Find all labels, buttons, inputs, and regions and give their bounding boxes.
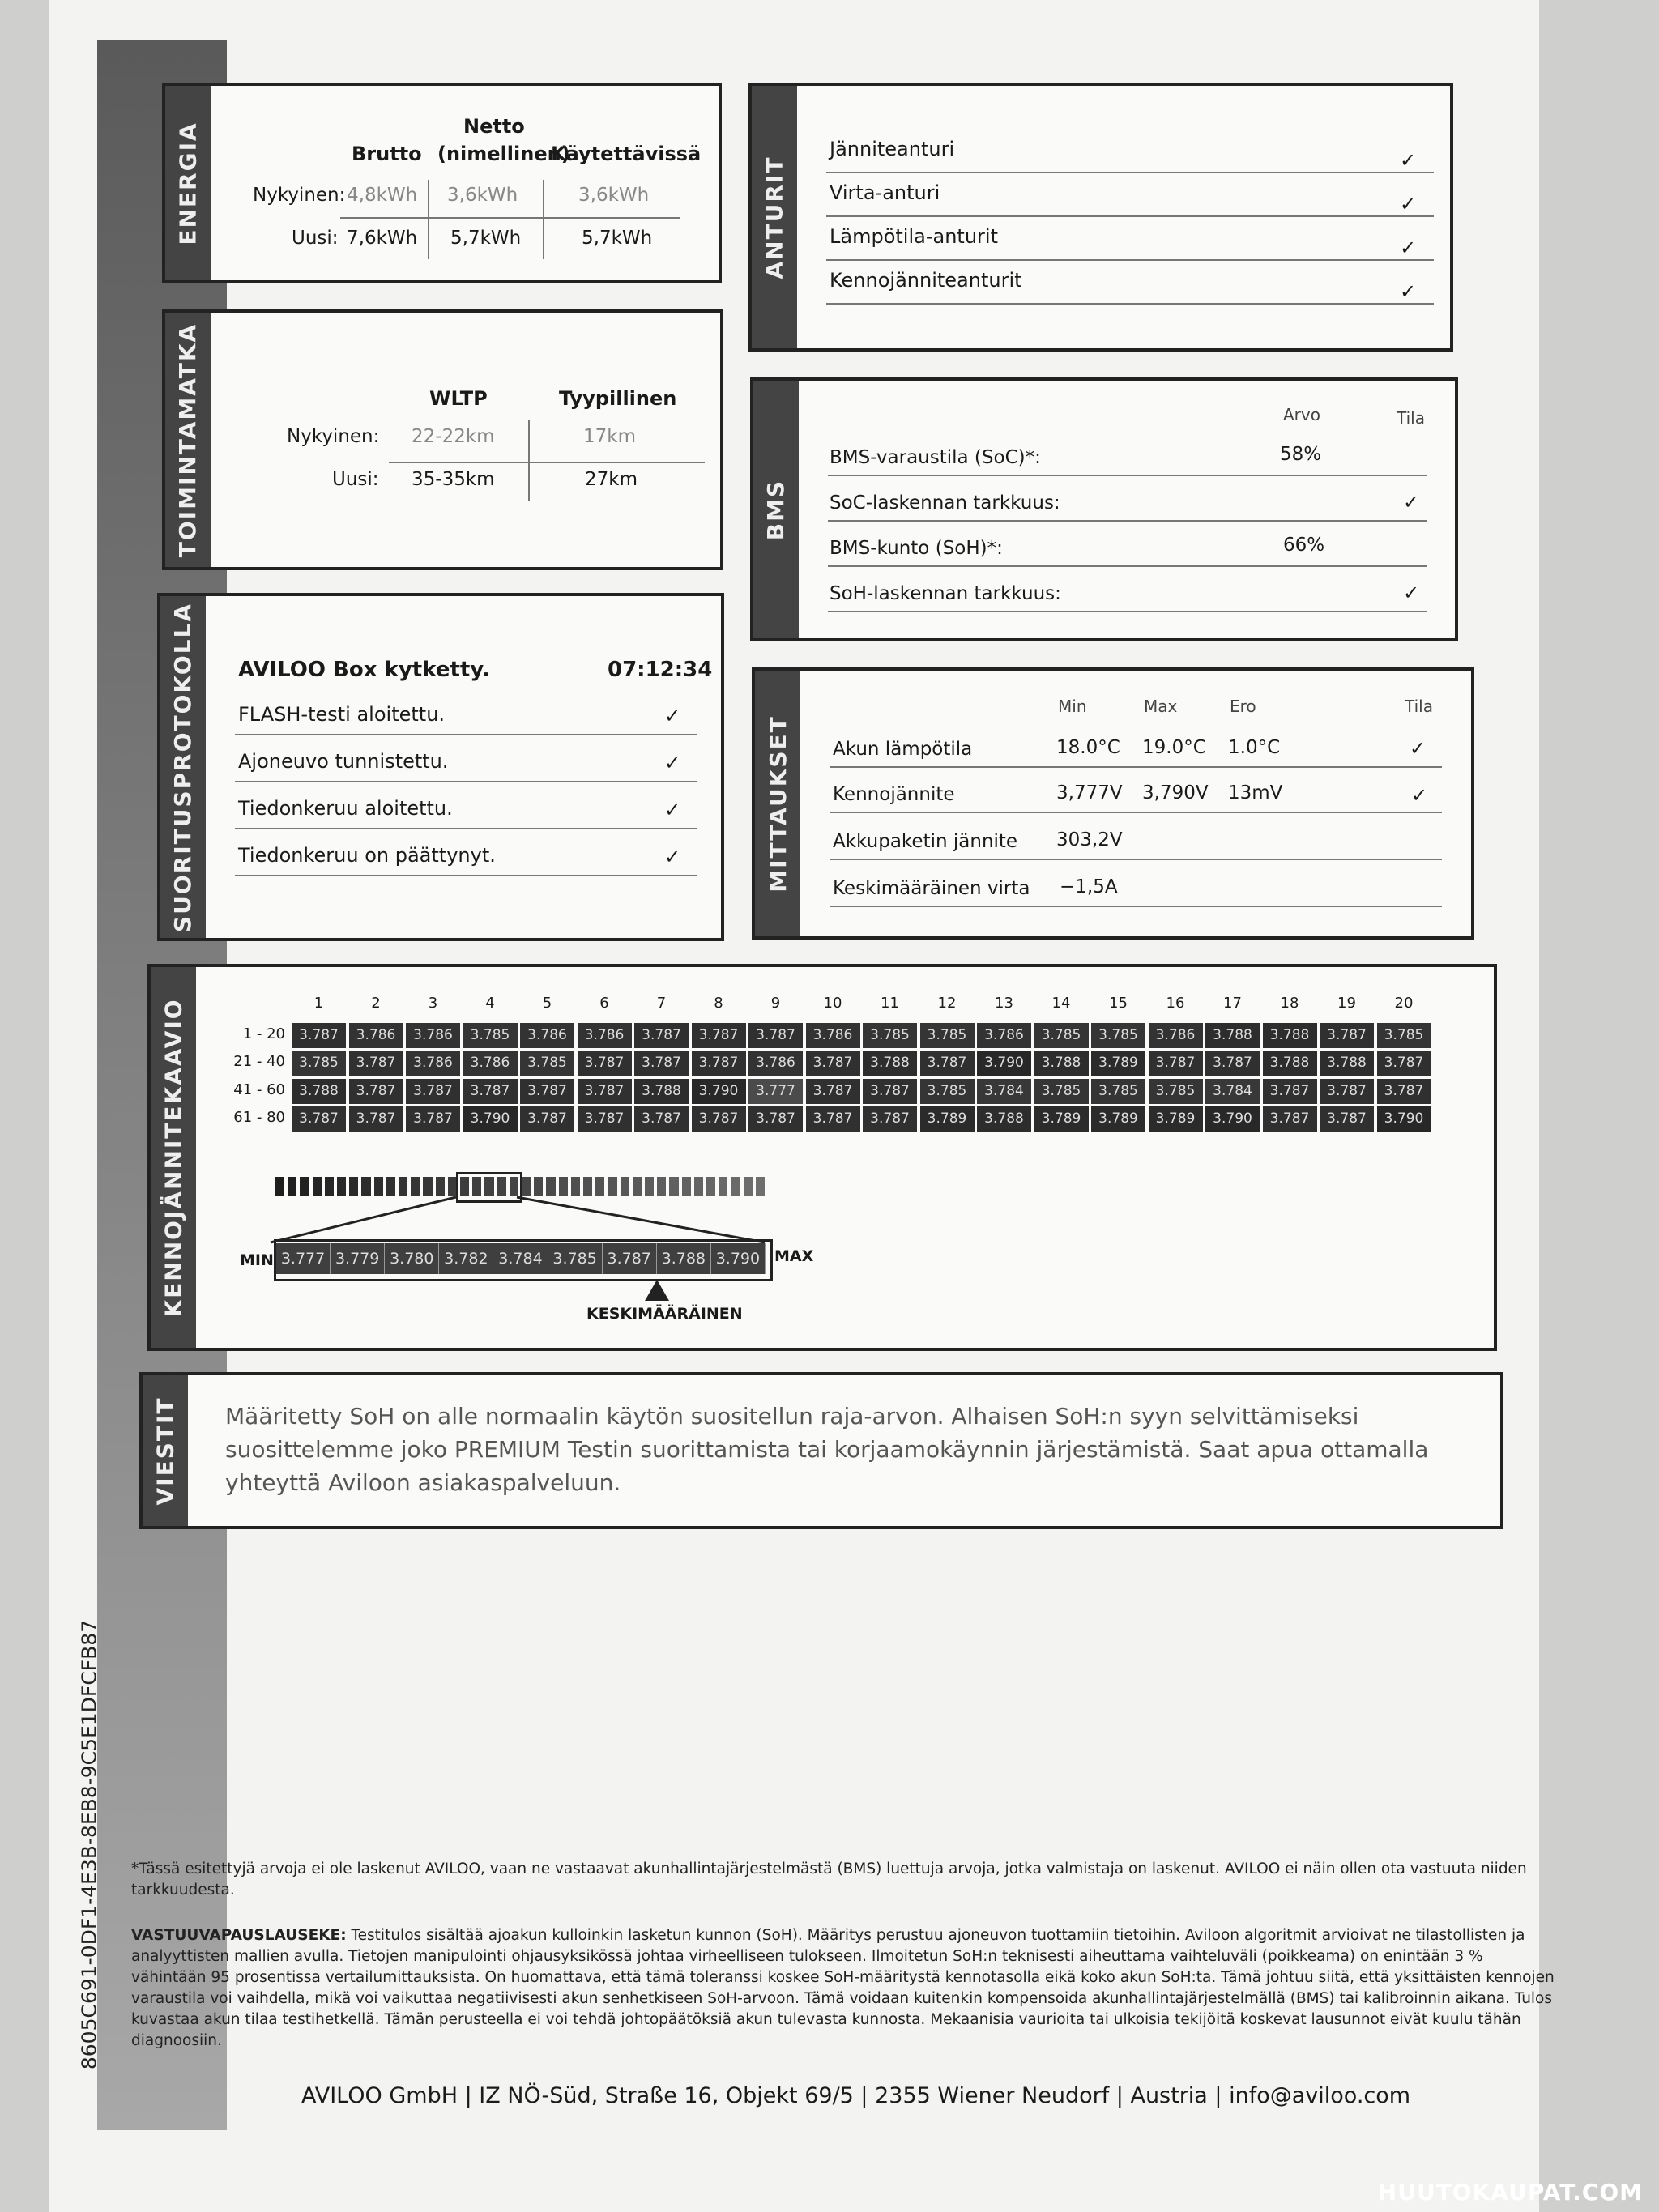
legend-value-cell: 3.782 [439,1243,493,1274]
ramp-segment [546,1177,555,1196]
ramp-segment [621,1177,629,1196]
toimintamatka-row-label: Nykyinen: [287,426,380,447]
cell-column-number: 10 [823,995,842,1012]
cell-voltage: 3.785 [520,1051,574,1076]
toimintamatka-value: 27km [585,469,638,490]
ramp-segment [411,1177,420,1196]
ramp-segment [399,1177,407,1196]
ramp-segment [288,1177,296,1196]
cell-row-label: 21 - 40 [233,1053,285,1070]
ramp-segment [595,1177,604,1196]
energia-value: 7,6kWh [347,228,418,249]
cell-voltage: 3.786 [463,1051,518,1076]
measurement-label: Akkupaketin jännite [833,831,1018,852]
arvo-header: Arvo [1283,405,1320,424]
cell-column-number: 19 [1337,995,1356,1012]
cell-column-number: 3 [428,995,438,1012]
cell-voltage: 3.790 [463,1106,518,1132]
cell-voltage: 3.788 [1205,1023,1260,1048]
check-icon: ✓ [664,846,681,868]
disclaimer-line: varaustila voi vaihdella, mikä voi vaikuttaa negatiivisesti akun senhetkiseen SoH-arvoon. Tämä voidaan kuitenkin kompensoida akunhallintajärjestelmällä (BMS) tai kalibroinnin aikana. Tulos [131,1990,1553,2007]
cell-voltage: 3.787 [406,1106,460,1132]
viestit-label: VIESTIT [143,1375,188,1526]
disclaimer-line: vähintään 95 prosentissa vertailumittauksista. On huomattava, että tämä toleranssi koskee SoH-määritystä kennotasolla eikä koko akun SoH:ta. Tämä johtuu siitä, että yksittäisten kennojen [131,1969,1555,1986]
cell-voltage: 3.787 [1320,1106,1374,1132]
cell-voltage: 3.787 [578,1106,632,1132]
legend-value-cell: 3.787 [603,1243,657,1274]
protocol-item: FLASH-testi aloitettu. [238,703,446,726]
disclaimer-text: Testitulos sisältää ajoakun kulloinkin lasketun kunnon (SoH). Määritys perustuu ajoneuvon tuottamiin tietoihin. Aviloon algoritmit arvioivat ne tilastollisten ja [351,1927,1525,1944]
cell-column-number: 2 [371,995,381,1012]
cell-column-number: 6 [599,995,609,1012]
cell-voltage: 3.786 [349,1023,403,1048]
cell-voltage: 3.788 [634,1079,689,1104]
check-icon: ✓ [1403,582,1420,604]
cell-column-number: 8 [714,995,723,1012]
bms-card [750,377,1458,641]
cell-voltage: 3.787 [1377,1051,1431,1076]
cell-voltage: 3.785 [920,1023,975,1048]
cell-voltage: 3.787 [863,1106,917,1132]
legend-value-cell: 3.780 [385,1243,439,1274]
cell-voltage: 3.785 [920,1079,975,1104]
cell-voltage: 3.787 [578,1051,632,1076]
anturit-label: ANTURIT [752,86,797,348]
ramp-segment [313,1177,322,1196]
footer-address: AVILOO GmbH | IZ NÖ-Süd, Straße 16, Objekt 69/5 | 2355 Wiener Neudorf | Austria | info@aviloo.com [301,2083,1411,2108]
legend-value-cell: 3.785 [548,1243,603,1274]
protocol-time: 07:12:34 [608,658,713,682]
energia-row-label: Nykyinen: [253,185,346,206]
ramp-segment [559,1177,568,1196]
cell-voltage: 3.787 [520,1079,574,1104]
cell-row-label: 1 - 20 [242,1025,285,1042]
cell-voltage: 3.789 [1091,1051,1145,1076]
ramp-segment [583,1177,592,1196]
check-icon: ✓ [1403,491,1420,514]
kaytettavissa-header: Käytettävissä [551,143,702,165]
cell-voltage: 3.789 [920,1106,975,1132]
cell-voltage: 3.787 [1320,1079,1374,1104]
ramp-segment [756,1177,765,1196]
cell-column-number: 11 [881,995,899,1012]
cell-voltage: 3.785 [1034,1079,1089,1104]
kennojannitekaavio-card [147,964,1497,1351]
toimintamatka-label: TOIMINTAMATKA [165,313,211,567]
suoritusprotokolla-card [157,593,724,941]
cell-voltage: 3.787 [692,1023,746,1048]
cell-voltage: 3.787 [292,1106,346,1132]
cell-column-number: 5 [542,995,552,1012]
legend-value-cell: 3.784 [493,1243,548,1274]
legend-value-cell: 3.779 [331,1243,385,1274]
protocol-item: Tiedonkeruu on päättynyt. [238,844,496,867]
ramp-segment [325,1177,334,1196]
cell-voltage: 3.787 [634,1051,689,1076]
ramp-segment [275,1177,284,1196]
bms-label: BMS [753,381,799,638]
bms-row-label: SoC-laskennan tarkkuus: [830,492,1060,514]
cell-voltage: 3.789 [1091,1106,1145,1132]
disclaimer-line: analyyttisten mallien avulla. Tietojen manipulointi ohjausyksikössä johtaa virheelliseen tulokseen. Ilmoitetun SoH:n teknisesti aiheuttama vaihteluväli (poikkeama) on enintään 3 % [131,1948,1483,1965]
cell-voltage: 3.785 [863,1023,917,1048]
cell-voltage: 3.787 [634,1023,689,1048]
min-header: Min [1058,697,1087,716]
check-icon: ✓ [1400,237,1417,259]
tila-header: Tila [1405,697,1433,716]
disclaimer-line: kuvastaa akun tilaa testihetkellä. Tämän perusteella ei voi tehdä johtopäätöksiä akun tulevasta kunnosta. Mekaanisia vaurioita tai ulkoisia tekijöitä koskevat lausunnot eivät kuulu tähän [131,2011,1521,2028]
legend-value-cell: 3.788 [657,1243,711,1274]
cell-voltage: 3.785 [1091,1079,1145,1104]
cell-voltage: 3.788 [1320,1051,1374,1076]
cell-column-number: 13 [995,995,1013,1012]
cell-voltage: 3.787 [1149,1051,1203,1076]
cell-row-label: 41 - 60 [233,1081,285,1098]
sensor-item: Jänniteanturi [830,138,955,160]
protocol-item: Tiedonkeruu aloitettu. [238,797,453,820]
footnote-line: tarkkuudesta. [131,1882,235,1899]
measurement-label: Kennojännite [833,784,955,805]
energia-row-label: Uusi: [292,228,339,249]
energia-card [162,83,722,283]
suoritusprotokolla-label: SUORITUSPROTOKOLLA [160,596,206,938]
toimintamatka-card [162,309,723,570]
check-icon: ✓ [1400,280,1417,303]
ramp-segment [731,1177,740,1196]
disclaimer-line: diagnoosiin. [131,2032,222,2049]
measurement-label: Keskimääräinen virta [833,878,1030,899]
netto-header: Netto [463,115,525,138]
energia-value: 5,7kWh [582,228,653,249]
cell-voltage: 3.787 [634,1106,689,1132]
mittaukset-card [752,667,1474,940]
cell-voltage: 3.784 [977,1079,1031,1104]
bms-row-label: SoH-laskennan tarkkuus: [830,583,1061,604]
zoom-lines [267,1197,770,1246]
disclaimer-title: VASTUUVAPAUSLAUSEKE: [131,1927,347,1944]
cell-voltage: 3.787 [520,1106,574,1132]
protocol-title: AVILOO Box kytketty. [238,658,490,682]
energia-value: 4,8kWh [347,185,418,206]
cell-voltage: 3.790 [1377,1106,1431,1132]
cell-voltage: 3.787 [692,1051,746,1076]
cell-voltage: 3.787 [349,1079,403,1104]
check-icon: ✓ [664,705,681,727]
check-icon: ✓ [664,799,681,821]
cell-voltage: 3.785 [1034,1023,1089,1048]
ramp-segment [374,1177,383,1196]
disclaimer-line-1 [131,1925,1525,1946]
measurement-min: 3,777V [1056,782,1123,803]
cell-voltage: 3.790 [1205,1106,1260,1132]
ramp-segment [534,1177,543,1196]
cell-voltage: 3.787 [1205,1051,1260,1076]
check-icon: ✓ [1400,149,1417,172]
cell-voltage: 3.786 [578,1023,632,1048]
ramp-segment [386,1177,395,1196]
cell-voltage: 3.786 [748,1051,803,1076]
cell-voltage: 3.788 [1263,1051,1317,1076]
energia-label: ENERGIA [165,86,211,280]
cell-voltage: 3.787 [1377,1079,1431,1104]
cell-voltage: 3.786 [1149,1023,1203,1048]
ramp-segment [682,1177,691,1196]
energia-value: 5,7kWh [450,228,522,249]
cell-voltage: 3.788 [863,1051,917,1076]
legend-max-label: MAX [774,1247,814,1265]
cell-voltage: 3.784 [1205,1079,1260,1104]
ramp-segment [436,1177,445,1196]
cell-voltage: 3.787 [1263,1106,1317,1132]
sensor-item: Virta-anturi [830,181,940,204]
cell-voltage: 3.786 [520,1023,574,1048]
cell-voltage: 3.787 [1263,1079,1317,1104]
protocol-item: Ajoneuvo tunnistettu. [238,750,449,773]
max-header: Max [1144,697,1178,716]
cell-column-number: 15 [1109,995,1128,1012]
cell-voltage: 3.787 [692,1106,746,1132]
cell-voltage: 3.786 [406,1051,460,1076]
cell-voltage: 3.790 [977,1051,1031,1076]
check-icon: ✓ [664,752,681,774]
measurement-min: 303,2V [1056,829,1123,850]
cell-voltage: 3.787 [1320,1023,1374,1048]
average-marker-icon [645,1280,669,1301]
cell-column-number: 18 [1280,995,1299,1012]
ramp-segment [337,1177,346,1196]
watermark: HUUTOKAUPAT.COM [1377,2179,1643,2206]
wltp-header: WLTP [429,387,488,410]
cell-column-number: 12 [937,995,957,1012]
message-line: suosittelemme joko PREMIUM Testin suorittamista tai korjaamokäynnin järjestämistä. Saat apua ottamalla [225,1436,1429,1463]
cell-voltage: 3.788 [977,1106,1031,1132]
cell-voltage: 3.785 [292,1051,346,1076]
check-icon: ✓ [1411,784,1428,807]
ramp-segment [361,1177,370,1196]
tila-header: Tila [1397,408,1425,428]
cell-column-number: 20 [1394,995,1414,1012]
cell-row-label: 61 - 80 [233,1109,285,1126]
ramp-segment [719,1177,727,1196]
cell-voltage: 3.785 [463,1023,518,1048]
cell-column-number: 17 [1223,995,1242,1012]
brutto-header: Brutto [352,143,422,165]
cell-voltage: 3.777 [748,1079,803,1104]
message-line: Määritetty SoH on alle normaalin käytön suositellun raja-arvon. Alhaisen SoH:n syyn selvittämiseksi [225,1403,1359,1430]
cell-voltage: 3.787 [806,1079,860,1104]
energia-value: 3,6kWh [578,185,650,206]
measurement-ero: 1.0°C [1228,737,1281,758]
cell-voltage: 3.787 [748,1023,803,1048]
cell-column-number: 7 [656,995,667,1012]
measurement-min: 18.0°C [1056,737,1120,758]
ramp-segment [645,1177,654,1196]
cell-column-number: 9 [770,995,781,1012]
ramp-segment [571,1177,580,1196]
ramp-segment [608,1177,616,1196]
bms-row-label: BMS-varaustila (SoC)*: [830,447,1041,468]
kennojannitekaavio-label: KENNOJÄNNITEKAAVIO [151,967,196,1348]
cell-column-number: 4 [485,995,495,1012]
ramp-segment [706,1177,715,1196]
cell-voltage: 3.787 [806,1051,860,1076]
cell-voltage: 3.787 [920,1051,975,1076]
cell-voltage: 3.788 [1034,1051,1089,1076]
cell-voltage: 3.787 [349,1051,403,1076]
ramp-segment [633,1177,642,1196]
viestit-card [139,1372,1503,1529]
check-icon: ✓ [1400,193,1417,215]
check-icon: ✓ [1410,737,1427,760]
cell-voltage: 3.789 [1034,1106,1089,1132]
bms-row-label: BMS-kunto (SoH)*: [830,538,1003,559]
ero-header: Ero [1230,697,1256,716]
toimintamatka-value: 17km [583,426,636,447]
cell-column-number: 14 [1051,995,1071,1012]
energia-value: 3,6kWh [447,185,518,206]
cell-voltage: 3.788 [292,1079,346,1104]
message-line: yhteyttä Aviloon asiakaspalveluun. [225,1469,621,1496]
measurement-ero: 13mV [1228,782,1283,803]
toimintamatka-value: 35-35km [412,469,495,490]
footnote-line: *Tässä esitettyjä arvoja ei ole laskenut AVILOO, vaan ne vastaavat akunhallintajärjestelmästä (BMS) luettuja arvoja, jotka valmistaja on laskenut. AVILOO ei näin ollen ota vastuuta niiden [131,1860,1527,1877]
ramp-segment [744,1177,753,1196]
ramp-segment [694,1177,703,1196]
legend-min-label: MIN [240,1251,274,1269]
cell-column-number: 1 [313,995,324,1012]
measurement-label: Akun lämpötila [833,739,973,760]
cell-voltage: 3.787 [292,1023,346,1048]
cell-voltage: 3.786 [406,1023,460,1048]
cell-voltage: 3.790 [692,1079,746,1104]
cell-voltage: 3.786 [977,1023,1031,1048]
cell-voltage: 3.786 [806,1023,860,1048]
report-id: 8605C691-0DF1-4E3B-8EB8-9C5E1DFCFB87 [77,1619,101,2070]
toimintamatka-value: 22-22km [412,426,495,447]
toimintamatka-row-label: Uusi: [332,469,379,490]
cell-voltage: 3.787 [578,1079,632,1104]
sensor-item: Kennojänniteanturit [830,269,1022,292]
cell-column-number: 16 [1166,995,1185,1012]
measurement-min: −1,5A [1060,876,1118,897]
ramp-segment [669,1177,678,1196]
netto-sub-header: (nimellinen) [437,143,570,165]
cell-voltage: 3.788 [1263,1023,1317,1048]
measurement-max: 19.0°C [1142,737,1206,758]
bms-value: 66% [1283,535,1325,556]
cell-voltage: 3.785 [1091,1023,1145,1048]
cell-voltage: 3.787 [806,1106,860,1132]
legend-value-cell: 3.790 [711,1243,766,1274]
sensor-item: Lämpötila-anturit [830,225,998,248]
cell-voltage: 3.785 [1377,1023,1431,1048]
cell-voltage: 3.787 [463,1079,518,1104]
ramp-segment [423,1177,432,1196]
ramp-segment [300,1177,309,1196]
cell-voltage: 3.789 [1149,1106,1203,1132]
anturit-card [748,83,1453,352]
cell-voltage: 3.785 [1149,1079,1203,1104]
ramp-segment [349,1177,358,1196]
cell-voltage: 3.787 [406,1079,460,1104]
cell-voltage: 3.787 [863,1079,917,1104]
mittaukset-label: MITTAUKSET [755,671,800,936]
measurement-max: 3,790V [1142,782,1209,803]
bms-value: 58% [1280,444,1322,465]
cell-voltage: 3.787 [748,1106,803,1132]
average-label: KESKIMÄÄRÄINEN [586,1305,743,1323]
ramp-segment [522,1177,531,1196]
cell-voltage: 3.787 [349,1106,403,1132]
legend-value-cell: 3.777 [276,1243,331,1274]
tyypillinen-header: Tyypillinen [559,387,677,410]
ramp-segment [657,1177,666,1196]
